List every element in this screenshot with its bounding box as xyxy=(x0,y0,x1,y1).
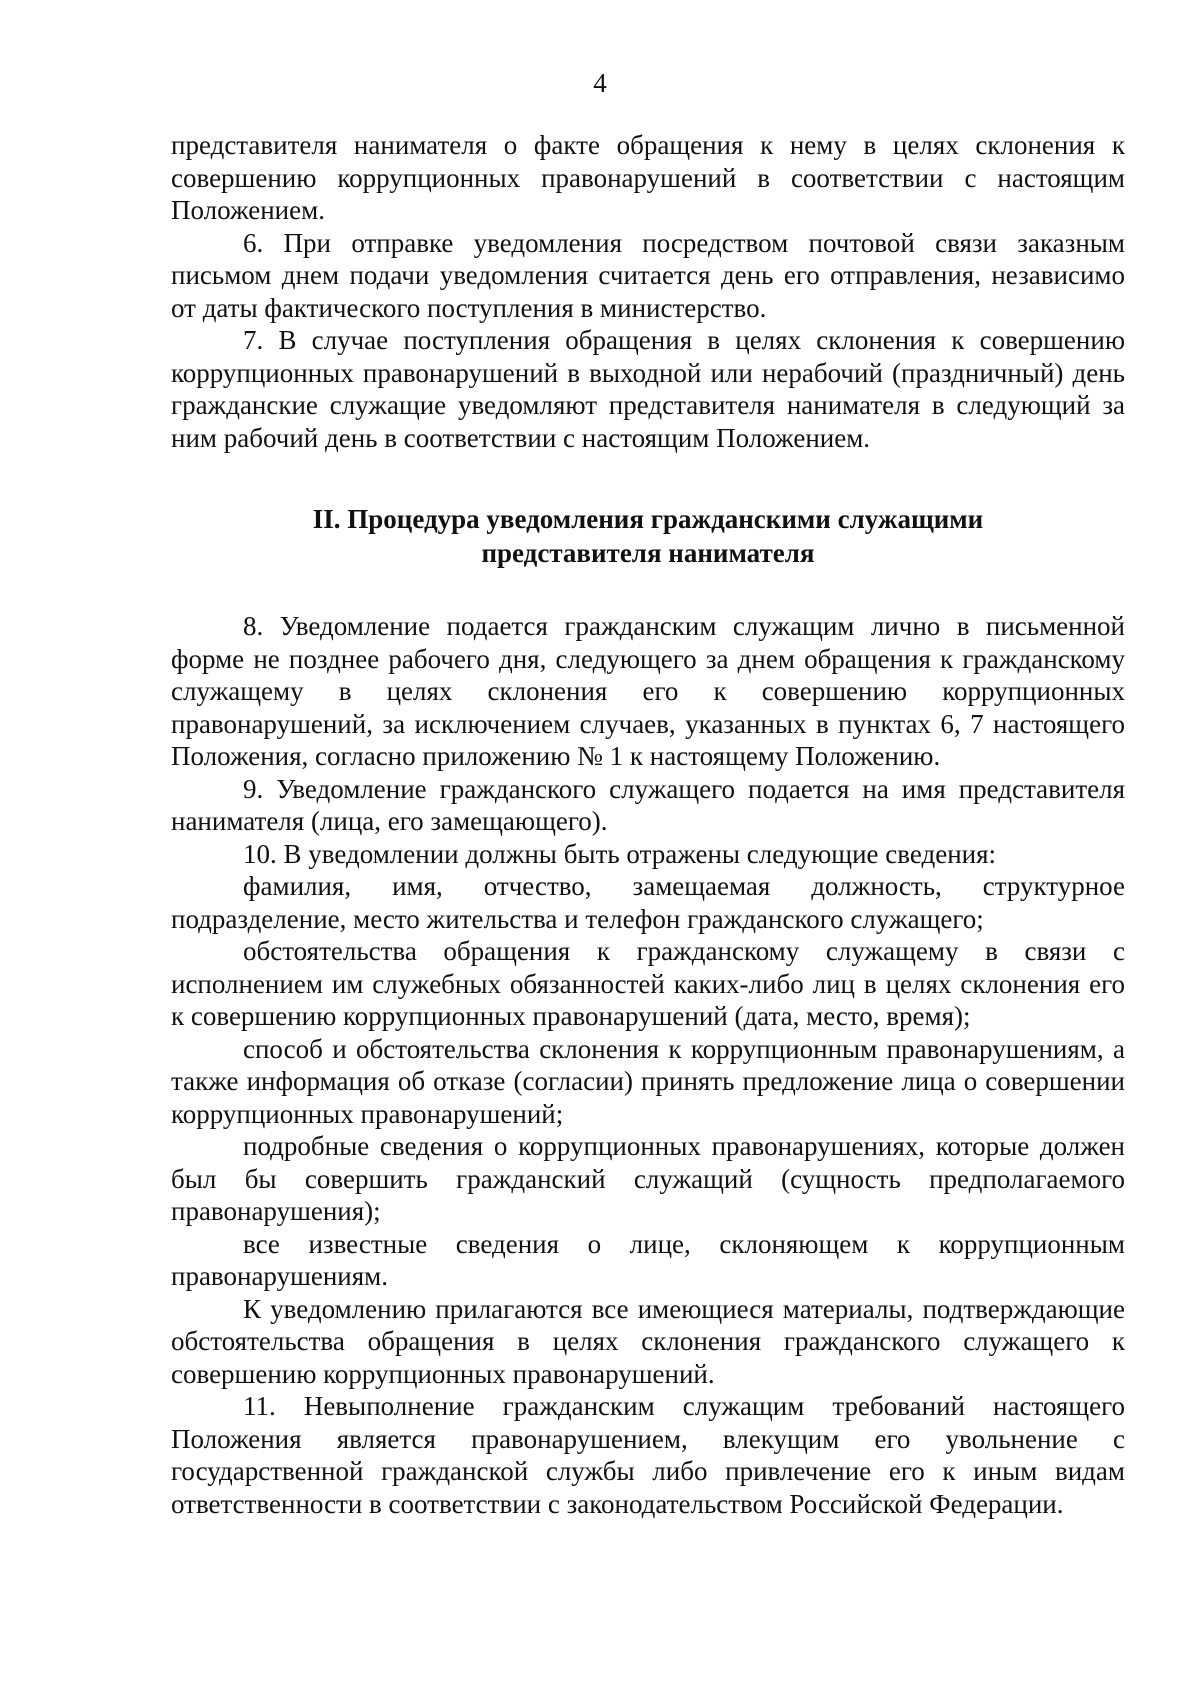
paragraph-info-name: фамилия, имя, отчество, замещаемая должность, структурное подразделение, место жительства и телефон гражданского служащего; xyxy=(171,871,1125,934)
page-number: 4 xyxy=(593,68,607,98)
paragraph-info-details: подробные сведения о коррупционных правонарушениях, которые должен был бы совершить гражданский служащий (сущность предполагаемого правонарушения); xyxy=(171,1131,1125,1226)
paragraph-item-7: 7. В случае поступления обращения в целях склонения к совершению коррупционных правонарушений в выходной или нерабочий (праздничный) день гражданские служащие уведомляют представителя нанимателя в следующий за ним рабочий день в соответствии с настоящим Положением. xyxy=(171,325,1125,453)
paragraph-item-9: 9. Уведомление гражданского служащего подается на имя представителя нанимателя (лица, его замещающего). xyxy=(171,773,1125,836)
paragraph-continuation: представителя нанимателя о факте обращения к нему в целях склонения к совершению коррупционных правонарушений в соответствии с настоящим Положением. xyxy=(171,130,1125,225)
paragraph-item-6: 6. При отправке уведомления посредством почтовой связи заказным письмом днем подачи уведомления считается день его отправления, независимо от даты фактического поступления в министерство. xyxy=(171,227,1125,323)
section-heading-line-1: II. Процедура уведомления гражданскими служащими xyxy=(312,504,984,534)
section-heading xyxy=(171,502,1125,570)
document-body xyxy=(171,129,1125,1520)
paragraph-item-8: 8. Уведомление подается гражданским служащим лично в письменной форме не позднее рабочего дня, следующего за днем обращения к гражданскому служащему в целях склонения его к совершению коррупционных правонарушений, за исключением случаев, указанных в пунктах 6, 7 настоящего Положения, согласно приложению № 1 к настоящему Положению. xyxy=(171,611,1125,771)
paragraph-info-person: все известные сведения о лице, склоняющем к коррупционным правонарушениям. xyxy=(171,1228,1125,1291)
section-heading-line-2: представителя нанимателя xyxy=(481,538,815,568)
paragraph-item-11: 11. Невыполнение гражданским служащим требований настоящего Положения является правонарушением, влекущим его увольнение с государственной гражданской службы либо привлечение его к иным видам ответственности в соответствии с законодательством Российской Федерации. xyxy=(171,1391,1125,1519)
paragraph-item-10: 10. В уведомлении должны быть отражены следующие сведения: xyxy=(243,838,997,869)
paragraph-info-circumstances: обстоятельства обращения к гражданскому служащему в связи с исполнением им служебных обязанностей каких-либо лиц в целях склонения его к совершению коррупционных правонарушений (дата, место, время); xyxy=(171,936,1125,1031)
paragraph-attachments: К уведомлению прилагаются все имеющиеся материалы, подтверждающие обстоятельства обращения в целях склонения гражданского служащего к совершению коррупционных правонарушений. xyxy=(171,1293,1125,1389)
paragraph-info-method: способ и обстоятельства склонения к коррупционным правонарушениям, а также информация об отказе (согласии) принять предложение лица о совершении коррупционных правонарушений; xyxy=(171,1033,1125,1129)
